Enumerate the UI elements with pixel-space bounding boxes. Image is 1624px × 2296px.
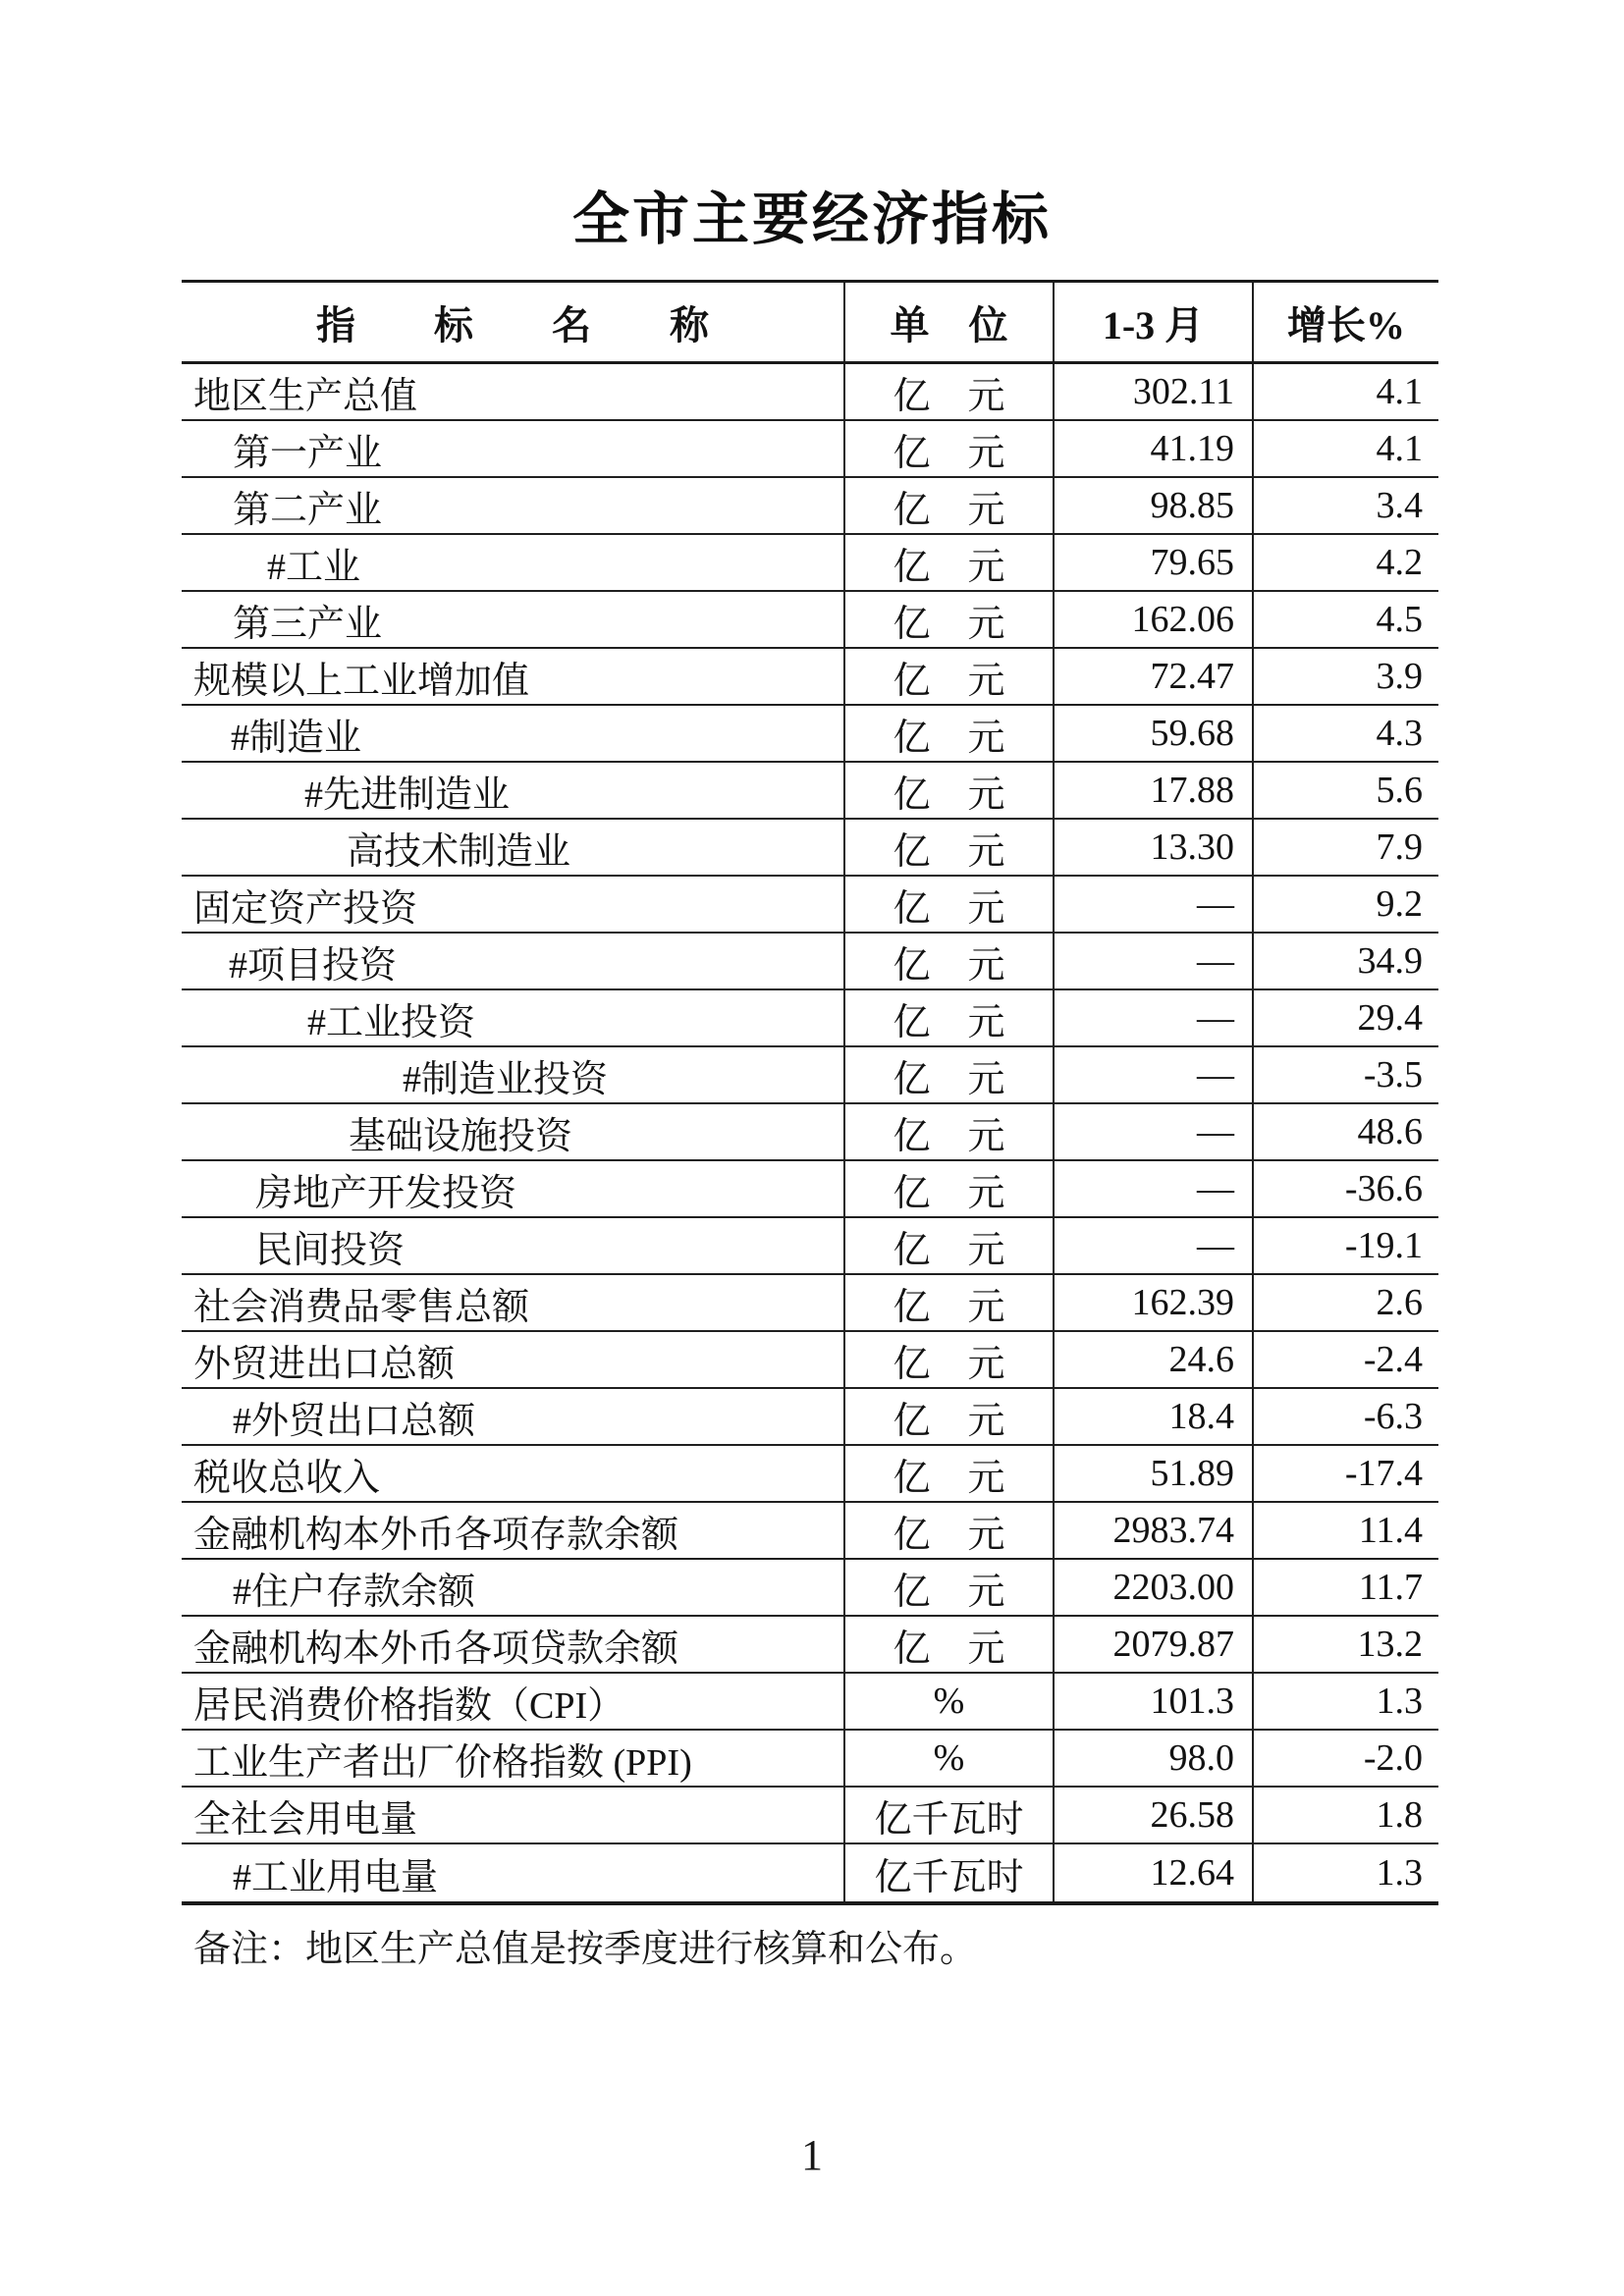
growth-value-cell: 5.6: [1252, 763, 1438, 818]
indicator-name-cell: 规模以上工业增加值: [193, 660, 530, 702]
table-row: [182, 1104, 1438, 1161]
period-value-cell: —: [1053, 1161, 1252, 1216]
unit-cell: 亿 元: [843, 990, 1053, 1045]
table-row: [182, 1047, 1438, 1104]
growth-value-cell: 4.3: [1252, 706, 1438, 761]
period-value-cell: 51.89: [1053, 1446, 1252, 1501]
period-value-cell: 2203.00: [1053, 1560, 1252, 1615]
indicator-name-cell: 第二产业: [233, 489, 383, 531]
header-period: 1-3 月: [1053, 283, 1252, 361]
period-value-cell: 12.64: [1053, 1844, 1252, 1901]
table-row: [182, 1161, 1438, 1218]
unit-cell: 亿 元: [843, 706, 1053, 761]
period-value-cell: 18.4: [1053, 1389, 1252, 1444]
table-row: [182, 763, 1438, 820]
table-row: [182, 1788, 1438, 1844]
unit-cell: 亿 元: [843, 1503, 1053, 1558]
indicator-name-cell: 民间投资: [255, 1229, 406, 1271]
indicator-name-cell: 基础设施投资: [349, 1115, 573, 1157]
indicator-name-cell: #制造业: [231, 717, 362, 759]
growth-value-cell: 4.5: [1252, 592, 1438, 647]
growth-value-cell: 29.4: [1252, 990, 1438, 1045]
indicator-name-cell: 房地产开发投资: [255, 1172, 517, 1214]
indicator-name-cell: #制造业投资: [403, 1058, 609, 1100]
indicator-name-cell: #项目投资: [229, 944, 398, 987]
period-value-cell: 59.68: [1053, 706, 1252, 761]
growth-value-cell: 34.9: [1252, 934, 1438, 988]
period-value-cell: 101.3: [1053, 1674, 1252, 1729]
table-row: [182, 1617, 1438, 1674]
footnote: 备注：地区生产总值是按季度进行核算和公布。: [193, 1929, 978, 1970]
period-value-cell: —: [1053, 934, 1252, 988]
growth-value-cell: 11.4: [1252, 1503, 1438, 1558]
period-value-cell: —: [1053, 877, 1252, 932]
indicator-name-cell: 外贸进出口总额: [193, 1343, 456, 1385]
unit-cell: 亿 元: [843, 1104, 1053, 1159]
indicator-name-cell: 工业生产者出厂价格指数 (PPI): [193, 1741, 692, 1784]
period-value-cell: 98.0: [1053, 1731, 1252, 1786]
table-row: [182, 535, 1438, 592]
growth-value-cell: 11.7: [1252, 1560, 1438, 1615]
table-row: [182, 592, 1438, 649]
table-row: [182, 1503, 1438, 1560]
table-row: [182, 934, 1438, 990]
growth-value-cell: 4.1: [1252, 421, 1438, 476]
unit-cell: 亿 元: [843, 1047, 1053, 1102]
unit-cell: 亿 元: [843, 1275, 1053, 1330]
unit-cell: 亿千瓦时: [843, 1844, 1053, 1901]
indicator-name-cell: #外贸出口总额: [233, 1400, 476, 1442]
growth-value-cell: 48.6: [1252, 1104, 1438, 1159]
growth-value-cell: 3.9: [1252, 649, 1438, 704]
period-value-cell: 2983.74: [1053, 1503, 1252, 1558]
indicator-name-cell: 第一产业: [233, 432, 383, 474]
indicator-name-cell: 居民消费价格指数（CPI）: [193, 1684, 625, 1727]
unit-cell: 亿 元: [843, 1617, 1053, 1672]
table-row: [182, 1446, 1438, 1503]
table-row: [182, 706, 1438, 763]
unit-cell: 亿 元: [843, 877, 1053, 932]
header-unit: 单 位: [843, 283, 1053, 361]
unit-cell: 亿 元: [843, 820, 1053, 875]
unit-cell: 亿 元: [843, 592, 1053, 647]
table-row: [182, 1332, 1438, 1389]
growth-value-cell: 1.8: [1252, 1788, 1438, 1842]
period-value-cell: 41.19: [1053, 421, 1252, 476]
indicator-name-cell: #住户存款余额: [233, 1571, 476, 1613]
unit-cell: %: [843, 1731, 1053, 1786]
table-row: [182, 1218, 1438, 1275]
unit-cell: 亿 元: [843, 934, 1053, 988]
growth-value-cell: 13.2: [1252, 1617, 1438, 1672]
table-row: [182, 649, 1438, 706]
growth-value-cell: -19.1: [1252, 1218, 1438, 1273]
period-value-cell: 24.6: [1053, 1332, 1252, 1387]
growth-value-cell: 9.2: [1252, 877, 1438, 932]
table-row: [182, 877, 1438, 934]
growth-value-cell: -2.0: [1252, 1731, 1438, 1786]
page-number: 1: [801, 2131, 823, 2179]
growth-value-cell: 7.9: [1252, 820, 1438, 875]
header-growth: 增长%: [1252, 283, 1438, 361]
unit-cell: 亿 元: [843, 1389, 1053, 1444]
indicator-name-cell: #工业: [267, 546, 361, 588]
period-value-cell: 17.88: [1053, 763, 1252, 818]
growth-value-cell: -17.4: [1252, 1446, 1438, 1501]
indicator-name-cell: #工业投资: [307, 1001, 476, 1043]
period-value-cell: 162.06: [1053, 592, 1252, 647]
unit-cell: 亿 元: [843, 1560, 1053, 1615]
indicator-name-cell: 税收总收入: [193, 1457, 381, 1499]
table-row: [182, 820, 1438, 877]
growth-value-cell: -36.6: [1252, 1161, 1438, 1216]
indicator-name-cell: 社会消费品零售总额: [193, 1286, 530, 1328]
table-row: [182, 1844, 1438, 1901]
growth-value-cell: 4.2: [1252, 535, 1438, 590]
table-row: [182, 990, 1438, 1047]
table-row: [182, 364, 1438, 421]
period-value-cell: —: [1053, 1047, 1252, 1102]
period-value-cell: 72.47: [1053, 649, 1252, 704]
unit-cell: 亿 元: [843, 421, 1053, 476]
indicator-name-cell: 高技术制造业: [347, 830, 571, 873]
unit-cell: 亿 元: [843, 364, 1053, 419]
unit-cell: 亿 元: [843, 1161, 1053, 1216]
period-value-cell: 26.58: [1053, 1788, 1252, 1842]
period-value-cell: 98.85: [1053, 478, 1252, 533]
period-value-cell: 162.39: [1053, 1275, 1252, 1330]
indicator-name-cell: 金融机构本外币各项存款余额: [193, 1514, 679, 1556]
growth-value-cell: 4.1: [1252, 364, 1438, 419]
unit-cell: 亿 元: [843, 1332, 1053, 1387]
indicator-name-cell: 固定资产投资: [193, 887, 418, 930]
period-value-cell: —: [1053, 1104, 1252, 1159]
unit-cell: 亿 元: [843, 535, 1053, 590]
growth-value-cell: 3.4: [1252, 478, 1438, 533]
header-indicator-name: 指 标 名 称: [316, 302, 709, 347]
unit-cell: 亿千瓦时: [843, 1788, 1053, 1842]
unit-cell: 亿 元: [843, 478, 1053, 533]
unit-cell: 亿 元: [843, 763, 1053, 818]
table-row: [182, 1389, 1438, 1446]
table-body: [182, 364, 1438, 1901]
growth-value-cell: 1.3: [1252, 1674, 1438, 1729]
growth-value-cell: 1.3: [1252, 1844, 1438, 1901]
indicator-name-cell: #工业用电量: [233, 1856, 439, 1898]
growth-value-cell: -6.3: [1252, 1389, 1438, 1444]
growth-value-cell: -2.4: [1252, 1332, 1438, 1387]
unit-cell: %: [843, 1674, 1053, 1729]
page-title: 全市主要经济指标: [571, 187, 1052, 251]
period-value-cell: 2079.87: [1053, 1617, 1252, 1672]
table-row: [182, 1560, 1438, 1617]
period-value-cell: 13.30: [1053, 820, 1252, 875]
period-value-cell: 79.65: [1053, 535, 1252, 590]
indicator-name-cell: 全社会用电量: [193, 1798, 418, 1841]
economic-indicators-table: [182, 280, 1438, 1905]
unit-cell: 亿 元: [843, 649, 1053, 704]
period-value-cell: —: [1053, 1218, 1252, 1273]
indicator-name-cell: 地区生产总值: [193, 375, 418, 417]
unit-cell: 亿 元: [843, 1218, 1053, 1273]
growth-value-cell: 2.6: [1252, 1275, 1438, 1330]
table-row: [182, 478, 1438, 535]
period-value-cell: 302.11: [1053, 364, 1252, 419]
unit-cell: 亿 元: [843, 1446, 1053, 1501]
indicator-name-cell: 金融机构本外币各项贷款余额: [193, 1628, 679, 1670]
table-row: [182, 421, 1438, 478]
table-row: [182, 1674, 1438, 1731]
period-value-cell: —: [1053, 990, 1252, 1045]
table-header-row: [182, 283, 1438, 364]
indicator-name-cell: #先进制造业: [304, 774, 511, 816]
indicator-name-cell: 第三产业: [233, 603, 383, 645]
table-row: [182, 1275, 1438, 1332]
table-row: [182, 1731, 1438, 1788]
growth-value-cell: -3.5: [1252, 1047, 1438, 1102]
